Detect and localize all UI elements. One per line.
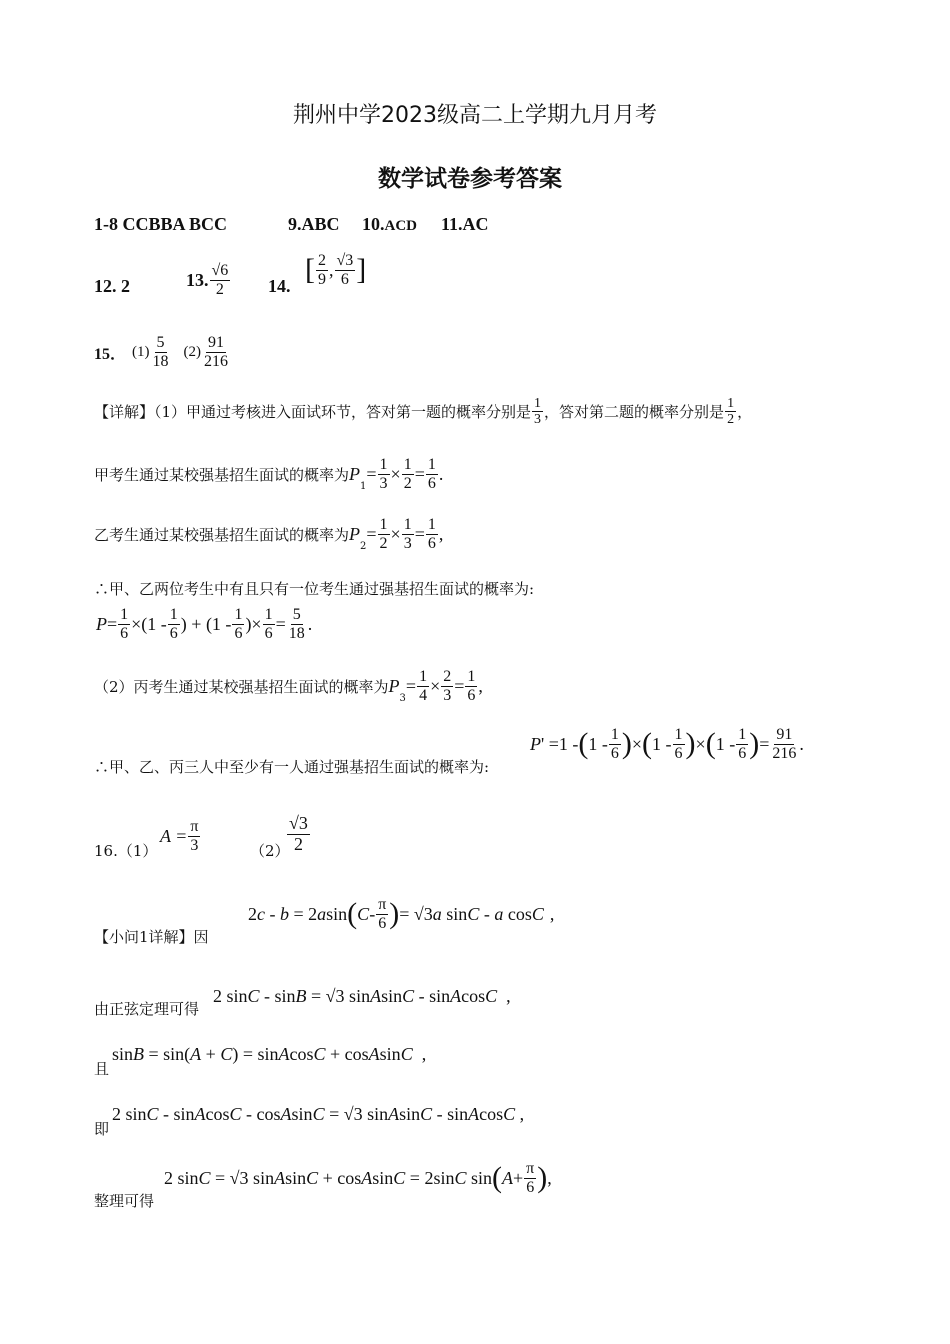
answer-14-label: 14. <box>268 276 291 296</box>
answer-13-fraction: $\frac{√6}{2}$ <box>211 262 229 298</box>
q15-jia: 甲考生通过某校强基招生面试的概率为 P 1 = $\frac{1}{3}$ × $\frac{1}{2}$ = $\frac{1}{6}$ . <box>94 456 444 493</box>
q16-eq-1: 2c - b = 2asin ( C - $\frac{\pi}{6}$ ) = √3a sinC - a cosC , <box>248 896 555 932</box>
q15-therefore-1: ∴甲、乙两位考生中有且只有一位考生通过强基招生面试的概率为: <box>94 580 535 598</box>
answer-9: 9.ABC <box>288 214 340 234</box>
q16-eq-3: sinB = sin(A + C) = sinAcosC + cosAsinC , <box>112 1044 427 1064</box>
q16-eq-5: 2 sinC = √3 sinAsinC + cosAsinC = 2sinC sin ( A + $\frac{\pi}{6}$ ) , <box>164 1160 552 1196</box>
answer-12: 12. 2 <box>94 276 130 296</box>
q15-detail-intro: 【详解】（1）甲通过考核进入面试环节，答对第一题的概率分别是 $\frac{1}{3}$ ，答对第二题的概率分别是 $\frac{1}{2}$ ， <box>94 396 753 428</box>
q15-part2: （2）丙考生通过某校强基招生面试的概率为 P 3 = $\frac{1}{4}$ × $\frac{2}{3}$ = $\frac{1}{6}$ , <box>94 668 483 705</box>
q15-yi: 乙考生通过某校强基招生面试的概率为 P 2 = $\frac{1}{2}$ × $\frac{1}{3}$ = $\frac{1}{6}$ , <box>94 516 444 553</box>
q15-therefore-2: ∴甲、乙、丙三人中至少有一人通过强基招生面试的概率为: <box>94 758 490 776</box>
q16-label: 16.（1） <box>94 842 158 860</box>
page-subtitle: 数学试卷参考答案 <box>378 166 562 192</box>
page-title: 荆州中学2023级高二上学期九月月考 <box>293 103 657 128</box>
q15-formula-pprime: P ' =1 - ( 1 - $\frac{1}{6}$ ) × ( 1 - $\frac{1}{6}$ ) × ( 1 - $\frac{1}{6}$ ) = $\frac{91}{216}$ . <box>530 726 804 762</box>
q16-part2-label: （2） <box>250 842 290 860</box>
answer-10: 10.ACD <box>362 214 417 234</box>
answer-14: [ $\frac{2}{9}$ , $\frac{√3}{6}$ ] <box>305 252 367 288</box>
q16-simplify: 整理可得 <box>94 1192 155 1210</box>
q16-eq-2: 2 sinC - sinB = √3 sinAsinC - sinAcosC , <box>213 986 511 1006</box>
q16-detail-1: 【小问1详解】因 <box>94 928 209 946</box>
answer-13: 13. $\frac{√6}{2}$ <box>186 262 229 298</box>
q15-formula-p: P = $\frac{1}{6}$ ×(1 - $\frac{1}{6}$ ) + (1 - $\frac{1}{6}$ )× $\frac{1}{6}$ = $\frac{5}{18}$ . <box>96 606 313 642</box>
answers-1-8: 1-8 CCBBA BCC <box>94 214 228 234</box>
q16-answer-2: $\frac{√3}{2}$ <box>289 813 308 854</box>
q15-answers: 15． (1) $\frac{5}{18}$ (2) $\frac{91}{216}$ <box>94 334 229 370</box>
answer-11: 11.AC <box>441 214 489 234</box>
q16-and: 且 <box>94 1060 110 1078</box>
q16-sine-rule: 由正弦定理可得 <box>94 1000 200 1018</box>
q16-ie: 即 <box>94 1120 110 1138</box>
q16-answer-1: A = $\frac{\pi}{3}$ <box>160 818 199 854</box>
q16-eq-4: 2 sinC - sinAcosC - cosAsinC = √3 sinAsinC - sinAcosC , <box>112 1104 525 1124</box>
